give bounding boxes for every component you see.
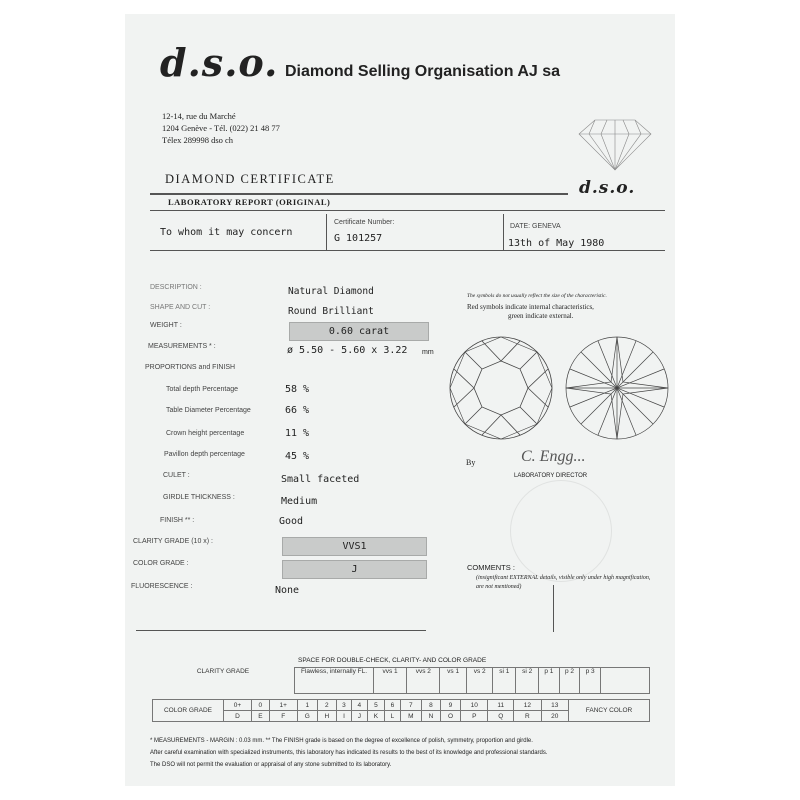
certificate-number-label: Certificate Number: (334, 219, 395, 226)
pavillon-depth-label: Pavillon depth percentage (164, 451, 245, 458)
signature-rule (136, 630, 426, 631)
weight-label: WEIGHT : (150, 322, 182, 329)
description-value: Natural Diamond (288, 286, 374, 297)
clarity-grade-vs1: vs 1 (440, 668, 467, 694)
color-letter-cell: Q (488, 711, 514, 722)
clarity-grade-blank (601, 668, 650, 694)
proportions-label: PROPORTIONS and FINISH (145, 364, 236, 371)
color-letter-cell: E (251, 711, 269, 722)
divider (326, 214, 327, 250)
total-depth-label: Total depth Percentage (166, 386, 238, 393)
by-label: By (466, 458, 476, 467)
color-letter-cell: R (514, 711, 541, 722)
director-signature: C. Engg... (521, 448, 586, 465)
color-number-cell: 11 (488, 700, 514, 711)
address-line-3: Télex 289998 dso ch (162, 135, 234, 145)
clarity-grade-vvs1: vvs 1 (374, 668, 407, 694)
clarity-grade-fl: Flawless, internally FL. (295, 668, 374, 694)
color-letter-cell: K (367, 711, 385, 722)
description-label: DESCRIPTION : (150, 284, 202, 291)
comments-divider (553, 585, 554, 632)
certificate-number: G 101257 (334, 233, 383, 244)
measurements-label: MEASUREMENTS * : (148, 343, 216, 350)
color-letter-cell: I (336, 711, 351, 722)
shape-label: SHAPE AND CUT : (150, 304, 211, 311)
color-number-cell: 5 (367, 700, 385, 711)
fluorescence-label: FLUORESCENCE : (131, 583, 193, 590)
clarity-grade-vs2: vs 2 (466, 668, 493, 694)
color-number-cell: 13 (541, 700, 568, 711)
company-name: Diamond Selling Organisation AJ sa (285, 63, 561, 80)
comments-label: COMMENTS : (467, 563, 515, 572)
footnote-examination: After careful examination with specialized instruments, this laboratory has indicated its results to the best of its knowledge and professional standards. (150, 750, 548, 756)
color-letter-cell: N (421, 711, 440, 722)
report-rule (150, 210, 665, 211)
comments-text: (insignificant EXTERNAL details, visible only under high magnification, are not mentioned) (476, 575, 651, 590)
clarity-grade-p2: p 2 (559, 668, 580, 694)
clarity-value: VVS1 (282, 537, 427, 556)
dso-logo-small: d.s.o. (579, 178, 636, 198)
footnote-measurements: * MEASUREMENTS - MARGIN : 0.03 mm. ** The FINISH grade is based on the degree of excellence of polish, symmetry, proportion and girdle. (150, 738, 533, 744)
color-number-cell: 1 (297, 700, 317, 711)
finish-label: FINISH ** : (160, 517, 195, 524)
clarity-scale-table (152, 667, 650, 694)
color-number-cell: 10 (461, 700, 488, 711)
color-number-cell: 0 (251, 700, 269, 711)
color-letter-cell: G (297, 711, 317, 722)
dso-logo: d.s.o. (160, 40, 279, 85)
divider (503, 214, 504, 250)
table-diameter-label: Table Diameter Percentage (166, 407, 251, 414)
footnote-appraisal: The DSO will not permit the evaluation or appraisal of any stone submitted to its laboratory. (150, 762, 392, 768)
certificate-title: DIAMOND CERTIFICATE (165, 172, 335, 186)
color-label: COLOR GRADE : (133, 560, 189, 567)
report-type: LABORATORY REPORT (ORIGINAL) (168, 197, 331, 207)
total-depth-value: 58 % (285, 384, 310, 395)
double-check-title: SPACE FOR DOUBLE-CHECK, CLARITY- AND COLOR GRADE (298, 657, 487, 664)
color-scale-table (152, 699, 650, 722)
pavillon-depth-value: 45 % (285, 451, 310, 462)
clarity-grade-vvs2: vvs 2 (407, 668, 440, 694)
fancy-color-cell: FANCY COLOR (569, 700, 650, 722)
clarity-grade-si2: si 2 (516, 668, 539, 694)
table-diameter-value: 66 % (285, 405, 310, 416)
diamond-outline-icon (577, 118, 653, 172)
clarity-grade-p3: p 3 (580, 668, 601, 694)
color-number-cell: 4 (352, 700, 367, 711)
measurements-value: ø 5.50 - 5.60 x 3.22 (287, 345, 408, 356)
weight-value: 0.60 carat (289, 322, 429, 341)
color-scale-label: COLOR GRADE (153, 700, 224, 722)
color-number-cell: 20 (541, 711, 568, 722)
symbols-note: The symbols do not usually reflect the size of the characteristic. (467, 293, 607, 299)
measurements-unit: mm (422, 349, 434, 356)
symbols-note-green: green indicate external. (508, 312, 574, 320)
symbols-note-red: Red symbols indicate internal characteristics, (467, 303, 594, 311)
color-letter-cell: P (461, 711, 488, 722)
color-letter-cell: L (385, 711, 400, 722)
color-letter-cell: F (269, 711, 297, 722)
addressee: To whom it may concern (160, 227, 293, 238)
girdle-label: GIRDLE THICKNESS : (163, 494, 235, 501)
color-letter-cell: H (317, 711, 336, 722)
girdle-value: Medium (281, 496, 318, 507)
crown-diagram (448, 335, 554, 441)
shape-value: Round Brilliant (288, 306, 374, 317)
clarity-scale-label: CLARITY GRADE (196, 667, 250, 675)
color-number-cell: 6 (385, 700, 400, 711)
clarity-grade-p1: p 1 (539, 668, 560, 694)
culet-label: CULET : (163, 472, 190, 479)
fluorescence-value: None (275, 585, 300, 596)
crown-height-label: Crown height percentage (166, 430, 245, 437)
address-line-1: 12-14, rue du Marché (162, 111, 236, 121)
clarity-grade-si1: si 1 (493, 668, 516, 694)
finish-value: Good (279, 516, 304, 527)
certificate-date: 13th of May 1980 (508, 238, 605, 249)
color-letter-cell: D (224, 711, 252, 722)
color-number-cell: 0+ (224, 700, 252, 711)
crown-height-value: 11 % (285, 428, 310, 439)
clarity-label: CLARITY GRADE (10 x) : (133, 538, 214, 545)
color-letter-cell: J (352, 711, 367, 722)
row-rule (150, 250, 665, 251)
color-number-cell: 1+ (269, 700, 297, 711)
color-number-cell: 2 (317, 700, 336, 711)
title-rule (150, 193, 568, 195)
color-number-cell: 9 (440, 700, 460, 711)
date-label: DATE: GENEVA (510, 223, 561, 230)
color-letter-cell: M (400, 711, 421, 722)
color-number-cell: 7 (400, 700, 421, 711)
pavilion-diagram (564, 335, 670, 441)
color-number-cell: 3 (336, 700, 351, 711)
director-label: LABORATORY DIRECTOR (514, 473, 588, 479)
embossed-seal (510, 480, 612, 582)
color-letter-cell: O (440, 711, 460, 722)
address-line-2: 1204 Genève - Tél. (022) 21 48 77 (162, 123, 280, 133)
culet-value: Small faceted (281, 474, 360, 485)
color-value: J (282, 560, 427, 579)
color-number-cell: 12 (514, 700, 541, 711)
color-number-cell: 8 (421, 700, 440, 711)
